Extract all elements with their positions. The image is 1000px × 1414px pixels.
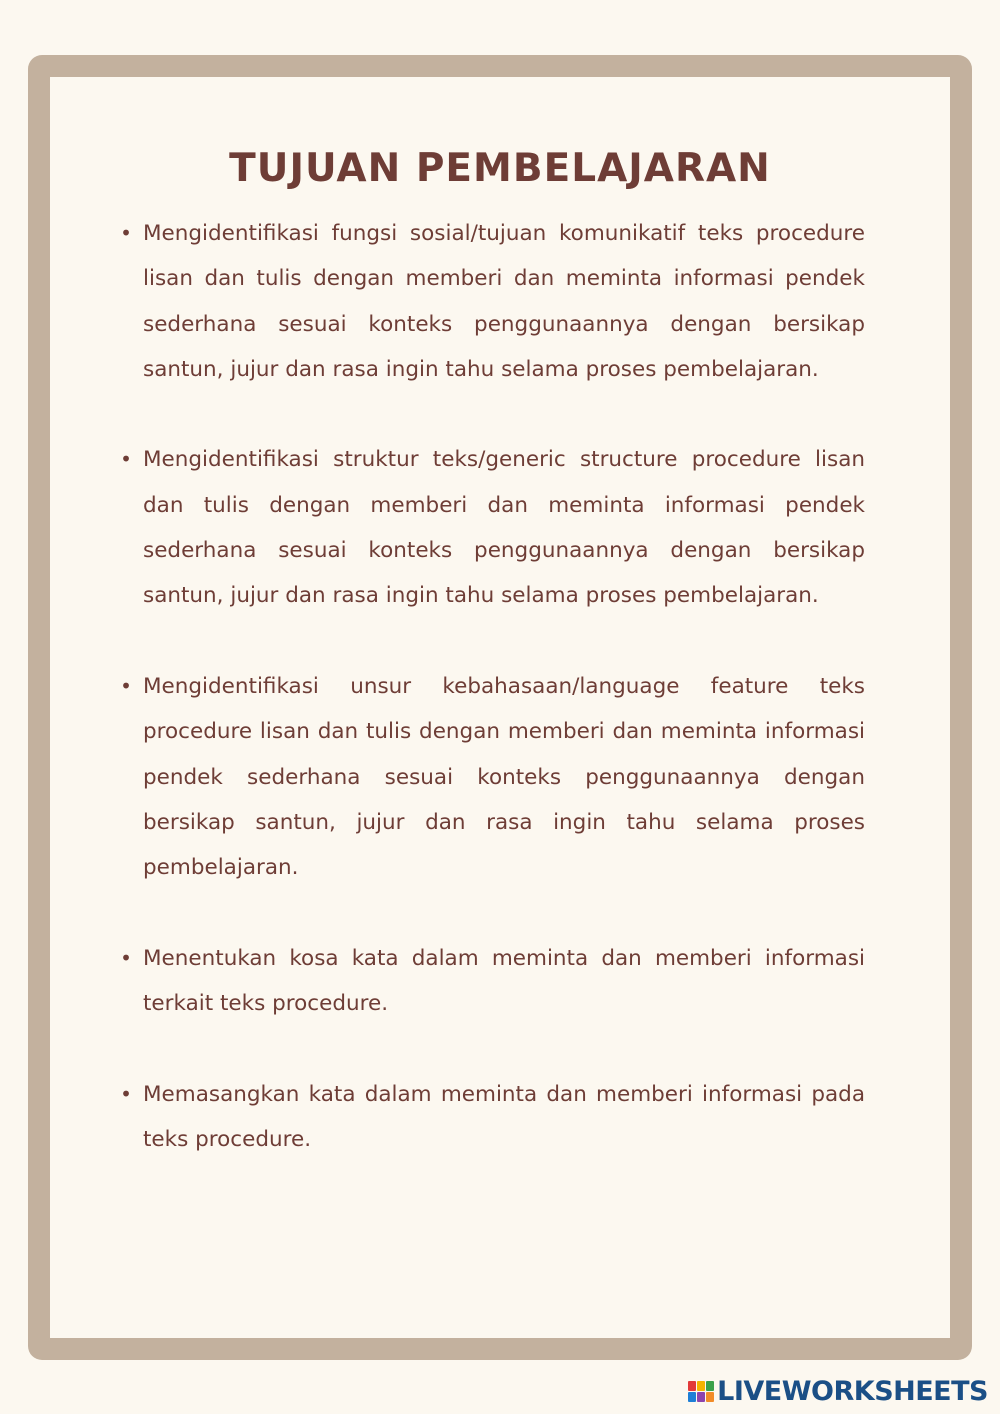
objectives-list (120, 211, 865, 1208)
brand-name: LIVEWORKSHEETS (717, 1375, 988, 1407)
bullet-icon: • (120, 447, 132, 472)
objective-text: Mengidentifikasi fungsi sosial/tujuan komunikatif teks procedure lisan dan tulis dengan memberi dan meminta informasi pendek sederhana sesuai konteks penggunaannya dengan bersikap santun, jujur dan rasa ingin tahu selama proses pembelajaran. (143, 221, 865, 382)
bullet-icon: • (120, 945, 132, 970)
list-item (120, 211, 865, 392)
list-item (120, 936, 865, 1027)
objective-text: Mengidentifikasi unsur kebahasaan/language feature teks procedure lisan dan tulis dengan memberi dan meminta informasi pendek sederhana sesuai konteks penggunaannya dengan bersikap santun, jujur dan rasa ingin tahu selama proses pembelajaran. (143, 673, 865, 881)
logo-block (697, 1392, 705, 1402)
liveworksheets-logo-icon (688, 1381, 714, 1402)
page-title: TUJUAN PEMBELAJARAN (229, 146, 771, 191)
list-item (120, 437, 865, 618)
bullet-icon: • (120, 673, 132, 698)
logo-block (688, 1381, 696, 1391)
list-item (120, 664, 865, 890)
liveworksheets-logo (688, 1376, 988, 1406)
list-item (120, 1072, 865, 1163)
bullet-icon: • (120, 221, 132, 245)
logo-block (706, 1381, 714, 1391)
logo-block (697, 1381, 705, 1391)
logo-block (706, 1392, 714, 1402)
objective-text: Memasangkan kata dalam meminta dan memberi informasi pada teks procedure. (143, 1081, 865, 1152)
objective-text: Mengidentifikasi struktur teks/generic structure procedure lisan dan tulis dengan memberi dan meminta informasi pendek sederhana sesuai konteks penggunaannya dengan bersikap santun, jujur dan rasa ingin tahu selama proses pembelajaran. (143, 447, 865, 609)
bullet-icon: • (120, 1081, 132, 1106)
objective-text: Menentukan kosa kata dalam meminta dan memberi informasi terkait teks procedure. (143, 945, 865, 1017)
logo-block (688, 1392, 696, 1402)
